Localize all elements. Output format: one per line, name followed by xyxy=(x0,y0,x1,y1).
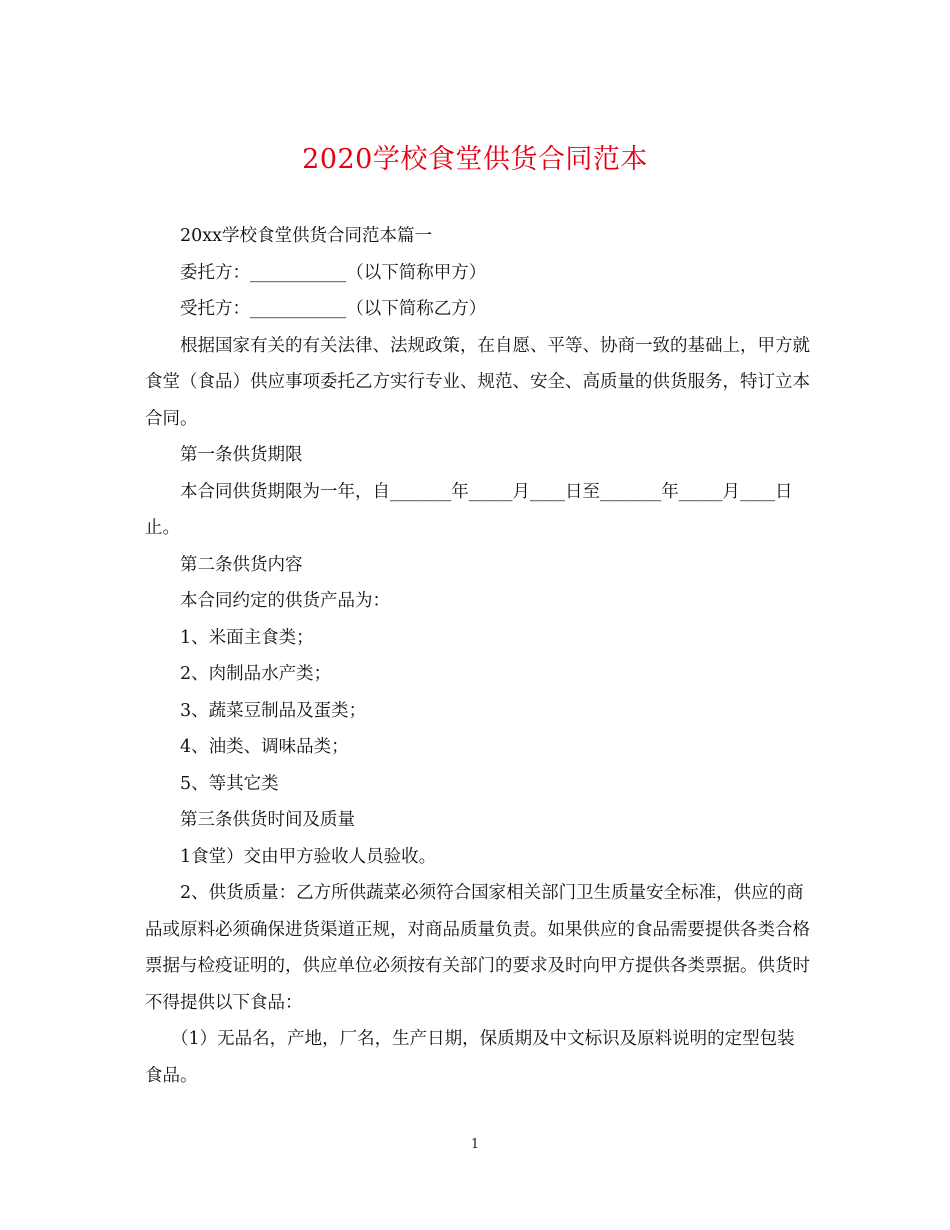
supply-products-intro: 本合同约定的供货产品为： xyxy=(180,591,390,611)
list-item: 1、米面主食类； xyxy=(180,627,314,648)
client-party-line: 委托方：___________（以下简称甲方） xyxy=(180,262,487,283)
list-item: 2、肉制品水产类； xyxy=(180,664,332,684)
preamble-paragraph: 根据国家有关的有关法律、法规政策，在自愿、平等、协商一致的基础上，甲方就食堂（食品）供应事项委托乙方实行专业、规范、安全、高质量的供货服务，特订立本合同。 xyxy=(145,335,810,429)
list-item: 5、等其它类 xyxy=(180,773,279,794)
page-number: 1 xyxy=(470,1137,480,1152)
document-body xyxy=(145,218,810,1094)
article-3-heading: 第三条供货时间及质量 xyxy=(180,810,355,830)
supply-period-paragraph: 本合同供货期限为一年，自_______年_____月____日至_______年_____月____日止。 xyxy=(145,481,793,538)
document-title: 2020学校食堂供货合同范本 xyxy=(302,144,648,175)
list-item: 3、蔬菜豆制品及蛋类； xyxy=(180,700,367,721)
article-2-heading: 第二条供货内容 xyxy=(180,554,303,575)
section-heading: 20xx学校食堂供货合同范本篇一 xyxy=(180,226,433,246)
list-item: 4、油类、调味品类； xyxy=(180,737,349,757)
article-1-heading: 第一条供货期限 xyxy=(180,445,303,465)
prohibited-item-paragraph: （1）无品名，产地，厂名，生产日期，保质期及中文标识及原料说明的定型包装食品。 xyxy=(145,1029,795,1086)
supply-quality-paragraph: 2、供货质量：乙方所供蔬菜必须符合国家相关部门卫生质量安全标准，供应的商品或原料必须确保进货渠道正规，对商品质量负责。如果供应的食品需要提供各类合格票据与检疫证明的，供应单位必须按有关部门的要求及时向甲方提供各类票据。供货时不得提供以下食品： xyxy=(145,883,810,1013)
acceptance-paragraph: 1食堂）交由甲方验收人员验收。 xyxy=(180,846,437,867)
contractor-party-line: 受托方：___________（以下简称乙方） xyxy=(180,299,487,319)
